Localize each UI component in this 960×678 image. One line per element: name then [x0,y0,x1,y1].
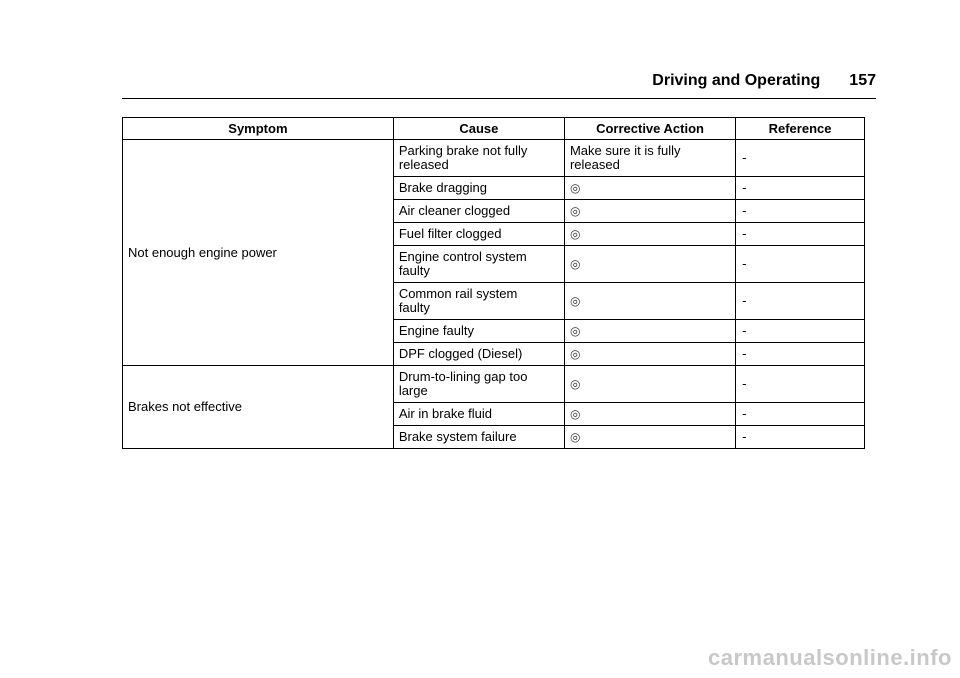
consult-dealer-icon: ◎ [569,377,581,391]
cause-cell [393,366,564,403]
cause-text: Common rail system faulty [398,286,518,315]
corrective-action-text: Make sure it is fully released [569,143,681,172]
cause-text: DPF clogged (Diesel) [398,346,523,361]
reference-text: - [742,180,747,195]
reference-cell [736,426,865,449]
cause-text: Engine faulty [398,323,474,338]
reference-cell [736,177,865,200]
cause-cell [393,343,564,366]
troubleshooting-table [122,117,865,449]
cause-cell [393,140,564,177]
cause-text: Brake dragging [398,180,487,195]
reference-cell [736,366,865,403]
reference-text: - [742,203,747,218]
cause-cell [393,223,564,246]
cause-text: Fuel filter clogged [398,226,502,241]
reference-text: - [742,293,747,308]
section-title: Driving and Operating [652,72,821,89]
corrective-action-cell [564,246,735,283]
reference-cell [736,403,865,426]
reference-cell [736,223,865,246]
watermark: carmanualsonline.info [708,645,952,670]
consult-dealer-icon: ◎ [569,181,581,195]
corrective-action-cell [564,200,735,223]
cause-cell [393,403,564,426]
reference-text: - [742,323,747,338]
corrective-action-cell [564,343,735,366]
table-body [123,140,865,449]
column-header-reference: Reference [736,118,865,140]
reference-cell [736,343,865,366]
consult-dealer-icon: ◎ [569,407,581,421]
consult-dealer-icon: ◎ [569,324,581,338]
page-header [122,72,876,99]
reference-cell [736,283,865,320]
symptom-cell: Not enough engine power [123,140,394,366]
symptom-cell: Brakes not effective [123,366,394,449]
consult-dealer-icon: ◎ [569,227,581,241]
reference-text: - [742,346,747,361]
cause-cell [393,200,564,223]
reference-text: - [742,429,747,444]
corrective-action-cell [564,366,735,403]
reference-text: - [742,226,747,241]
page-number: 157 [849,72,876,89]
corrective-action-cell [564,403,735,426]
reference-text: - [742,376,747,391]
corrective-action-cell [564,140,735,177]
corrective-action-cell [564,223,735,246]
cause-text: Brake system failure [398,429,517,444]
cause-text: Engine control system faulty [398,249,527,278]
reference-cell [736,140,865,177]
reference-cell [736,246,865,283]
reference-text: - [742,150,747,165]
consult-dealer-icon: ◎ [569,294,581,308]
cause-cell [393,426,564,449]
cause-text: Drum-to-lining gap too large [398,369,528,398]
column-header-cause: Cause [393,118,564,140]
reference-cell [736,200,865,223]
column-header-symptom: Symptom [123,118,394,140]
table-row [123,140,865,177]
corrective-action-cell [564,320,735,343]
corrective-action-cell [564,177,735,200]
column-header-corrective-action: Corrective Action [564,118,735,140]
cause-cell [393,246,564,283]
consult-dealer-icon: ◎ [569,430,581,444]
corrective-action-cell [564,426,735,449]
cause-text: Air in brake fluid [398,406,493,421]
cause-cell [393,177,564,200]
consult-dealer-icon: ◎ [569,257,581,271]
consult-dealer-icon: ◎ [569,204,581,218]
consult-dealer-icon: ◎ [569,347,581,361]
reference-text: - [742,256,747,271]
cause-cell [393,320,564,343]
cause-cell [393,283,564,320]
table-header-row [123,118,865,140]
cause-text: Air cleaner clogged [398,203,511,218]
reference-cell [736,320,865,343]
corrective-action-cell [564,283,735,320]
table-row [123,366,865,403]
cause-text: Parking brake not fully released [398,143,528,172]
reference-text: - [742,406,747,421]
